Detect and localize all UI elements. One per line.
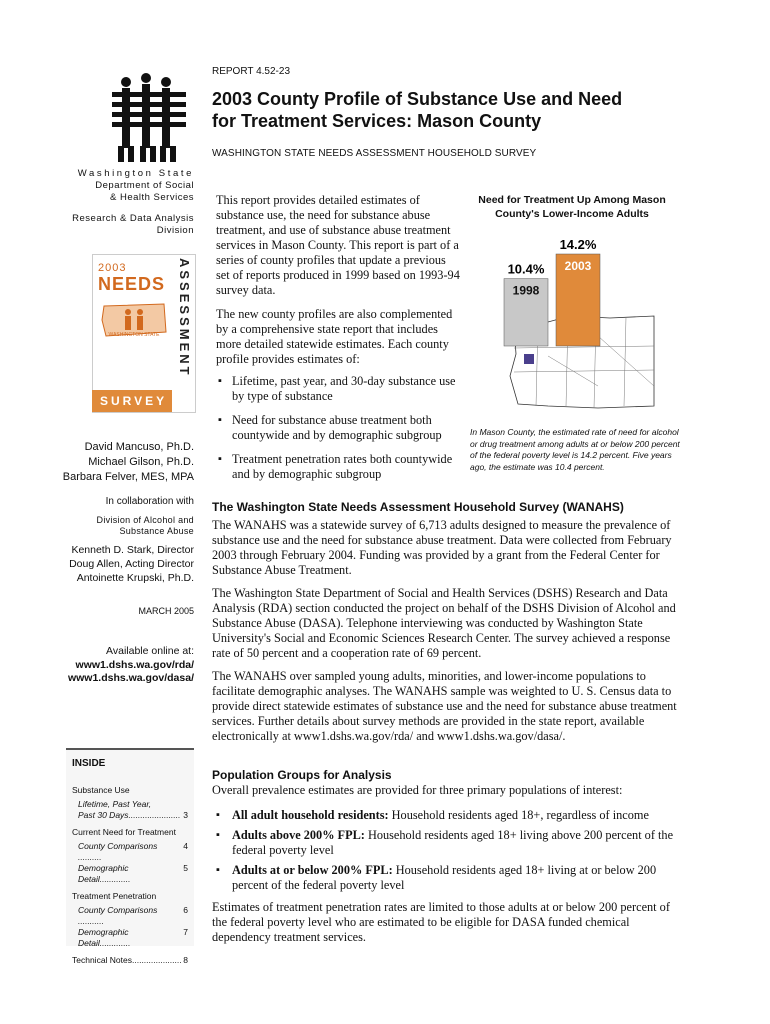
needs-logo-assessment: ASSESSMENT — [177, 258, 192, 378]
bar-value-label: 14.2% — [559, 237, 597, 252]
collaboration-note: In collaboration with — [105, 496, 194, 507]
report-number: REPORT 4.52-23 — [212, 66, 291, 77]
list-item: ▪ Lifetime, past year, and 30-day substance use by type of substance — [216, 374, 462, 404]
toc-entry[interactable]: 7 Demographic Detail............. — [78, 927, 188, 948]
agency-name: Washington State Department of Social & Health Services — [77, 168, 194, 203]
authors: David Mancuso, Ph.D. Michael Gilson, Ph.D. Barbara Felver, MES, MPA — [62, 441, 194, 483]
mason-county-highlight — [524, 354, 534, 364]
needs-logo-year: 2003 — [98, 262, 127, 274]
inside-contents-box: INSIDE Substance Use Lifetime, Past Year, 3 Past 30 Days...................... Current Need for Treatment 4 County Comparisons .......... 5 Demographic Detail............. Treatment Penetration 6 County Comparisons ........... 7 Demographic Detail............. 8 Technical Notes..................... — [66, 748, 194, 946]
toc-entry[interactable]: 4 County Comparisons .......... — [78, 841, 188, 862]
toc-entry[interactable]: 5 Demographic Detail............. — [78, 863, 188, 884]
population-closing: Estimates of treatment penetration rates are limited to those adults at or below 200 percent of the federal poverty level who are estimated to be eligible for DASA funded chemical dependency treatment services. — [212, 900, 670, 944]
dshs-logo — [108, 72, 190, 164]
needs-logo-survey: SURVEY — [92, 390, 172, 412]
chart-title: Need for Treatment Up Among Mason County's Lower-Income Adults — [478, 194, 666, 220]
list-item: ▪ Adults at or below 200% FPL: Household residents aged 18+ living at or below 200 percent of the federal poverty level — [212, 863, 682, 893]
estimates-list — [216, 374, 462, 482]
directors: Kenneth D. Stark, Director Doug Allen, Acting Director Antoinette Krupski, Ph.D. — [69, 544, 194, 584]
toc-entry[interactable]: 3 Past 30 Days...................... — [78, 810, 188, 820]
intro-paragraph: This report provides detailed estimates of substance use, the need for substance abuse treatment, and use of substance abuse treatment services in Mason County. This report is part of a series of county profiles that update a previous set of reports produced in 1999 based on 1993-94 survey data. — [216, 193, 460, 297]
page-title: 2003 County Profile of Substance Use and Need for Treatment Services: Mason County — [212, 89, 623, 131]
needs-logo-word: NEEDS — [98, 274, 166, 294]
list-item: ▪ Adults above 200% FPL: Household residents aged 18+ living above 200 percent of the federal poverty level — [212, 828, 682, 858]
population-heading: Population Groups for Analysis — [212, 768, 392, 782]
toc-entry[interactable]: 8 Technical Notes..................... — [72, 955, 188, 965]
online-availability: Available online at: www1.dshs.wa.gov/rda/ www1.dshs.wa.gov/dasa/ — [60, 645, 194, 686]
population-list — [212, 808, 682, 898]
population-intro: Overall prevalence estimates are provided for three primary populations of interest: — [212, 783, 623, 797]
dasa-division: Division of Alcohol and Substance Abuse — [96, 515, 194, 536]
needs-logo-state: WASHINGTON STATE — [108, 332, 160, 338]
chart-caption: In Mason County, the estimated rate of need for alcohol or drug treatment among adults at or below 200 percent of the federal poverty level is 14.2 percent. Five years ago, the estimate was 10.4 percent. — [470, 427, 680, 472]
division-name: Research & Data Analysis Division — [72, 213, 194, 236]
bar-value-label: 10.4% — [507, 261, 545, 277]
wanahs-paragraph: The WANAHS over sampled young adults, minorities, and lower-income populations to facilitate demographic analyses. The WANAHS sample was weighted to U. S. Census data to provide direct statewide estimates of substance use and the need for substance abuse treatment services. Further details about survey methods are provided in the state report, available electronically at www1.dshs.wa.gov/rda/ and www1.dshs.wa.gov/dasa/. — [212, 669, 677, 743]
wanahs-paragraph: The WANAHS was a statewide survey of 6,713 adults designed to measure the prevalence of substance use and the need for substance abuse treatment. Data were collected from February 2003 through February 2004. Funding was provided by a grant from the Federal Center for Substance Abuse Treatment. — [212, 518, 672, 577]
wanahs-paragraph: The Washington State Department of Social and Health Services (DSHS) Research and Data Analysis (RDA) section conducted the project on behalf of the DSHS Division of Alcohol and Substance Abuse (DASA). Telephone interviewing was conducted by Washington State University's Social and Economic Sciences Research Center. The survey achieved a response rate of 50 percent and a cooperation rate of 69 percent. — [212, 586, 676, 660]
toc-entry[interactable]: 6 County Comparisons ........... — [78, 905, 188, 926]
list-item: ▪ All adult household residents: Household residents aged 18+, regardless of income — [212, 808, 682, 823]
bar-category-label: 1998 — [512, 283, 540, 298]
bar-category-label: 2003 — [564, 259, 592, 273]
wanahs-heading: The Washington State Needs Assessment Household Survey (WANAHS) — [212, 500, 624, 514]
rda-link[interactable]: www1.dshs.wa.gov/rda/ — [75, 658, 194, 671]
intro-section — [216, 193, 462, 491]
page-subtitle: WASHINGTON STATE NEEDS ASSESSMENT HOUSEHOLD SURVEY — [212, 148, 537, 159]
dasa-link[interactable]: www1.dshs.wa.gov/dasa/ — [67, 672, 194, 684]
list-item: ▪ Need for substance abuse treatment both countywide and by demographic subgroup — [216, 413, 462, 443]
inside-heading: INSIDE — [72, 758, 106, 769]
list-item: ▪ Treatment penetration rates both countywide and by demographic subgroup — [216, 452, 462, 482]
publication-date: MARCH 2005 — [138, 606, 194, 616]
need-chart — [478, 236, 688, 426]
intro-paragraph: The new county profiles are also complemented by a comprehensive state report that includes more detailed statewide estimates. Each county profile provides estimates of: — [216, 307, 453, 366]
